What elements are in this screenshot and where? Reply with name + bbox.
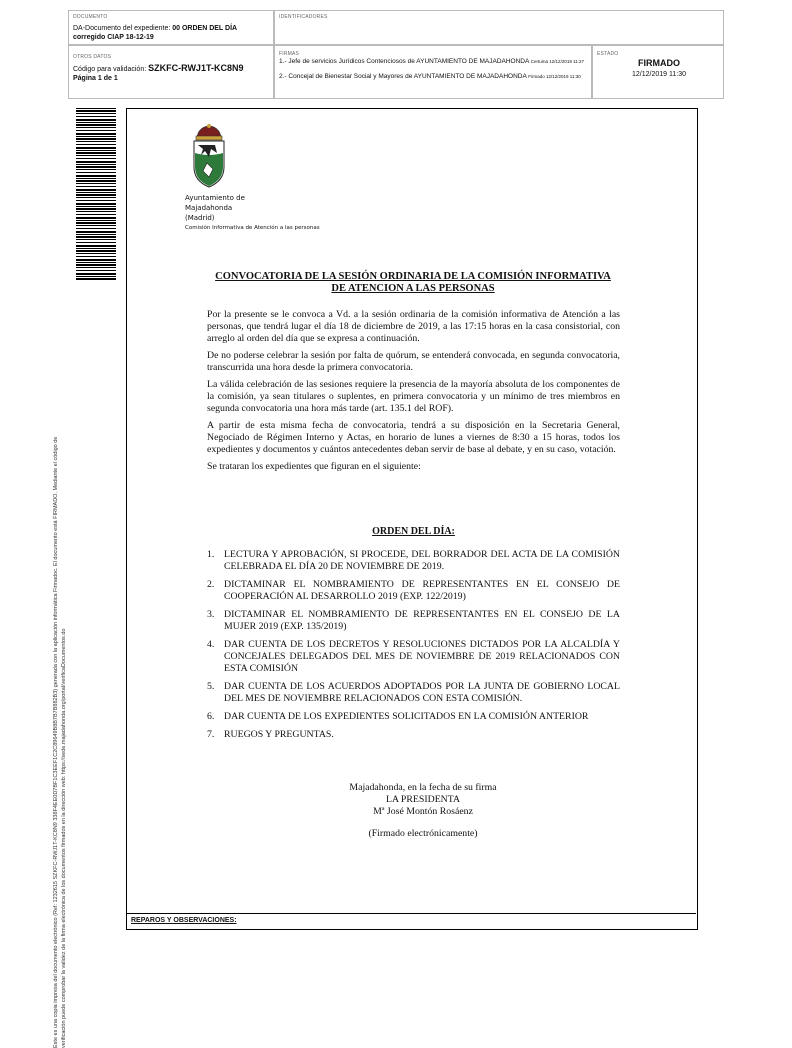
side-text-line2: verificación puede comprobar la validez de la firma electrónica de los documentos firmados en la dirección web: https://sede.majadahonda.org/portal/verificaDocumentos.do bbox=[61, 628, 67, 1048]
agenda-item bbox=[207, 609, 620, 633]
item-number: 1. bbox=[207, 549, 215, 560]
agenda-list bbox=[207, 549, 620, 747]
barcode bbox=[76, 108, 116, 280]
orden-heading: ORDEN DEL DÍA: bbox=[372, 526, 455, 537]
paragraph: La válida celebración de las sesiones requiere la presencia de la mayoría absoluta de los componentes de la comisión, ya sean titulares o suplentes, en primera convocatoria y un mínimo de tres miembros en segunda convocatoria una hora más tarde (art. 135.1 del ROF). bbox=[207, 379, 620, 414]
estado-value: FIRMADO bbox=[638, 58, 680, 68]
paragraph: Por la presente se le convoca a Vd. a la sesión ordinaria de la comisión informativa de Atención a las personas, que tendrá lugar el día 18 de diciembre de 2019, a las 17:15 horas en la casa consistorial, con arreglo al orden del día que se expresa a continuación. bbox=[207, 309, 620, 344]
otros-label: OTROS DATOS bbox=[73, 54, 112, 60]
firma-2-text: 2.- Concejal de Bienestar Social y Mayores de AYUNTAMIENTO DE MAJADAHONDA bbox=[279, 73, 527, 80]
paragraph: De no poderse celebrar la sesión por falta de quórum, se entenderá convocada, en segunda convocatoria, transcurrida una hora desde la primera convocatoria. bbox=[207, 350, 620, 373]
item-text: RUEGOS Y PREGUNTAS. bbox=[224, 729, 334, 740]
header-document-box bbox=[68, 10, 274, 45]
title-line2: DE ATENCION A LAS PERSONAS bbox=[331, 283, 495, 294]
signature-place-date: Majadahonda, en la fecha de su firma bbox=[349, 782, 497, 793]
agenda-item bbox=[207, 639, 620, 675]
codigo-validacion bbox=[73, 64, 243, 74]
pagina: Página 1 de 1 bbox=[73, 75, 118, 82]
doc-title-bold: 00 ORDEN DEL DÍA bbox=[172, 25, 238, 32]
signature-note: (Firmado electrónicamente) bbox=[368, 828, 478, 839]
letterhead-line3: (Madrid) bbox=[185, 214, 215, 222]
letterhead-line4: Comisión Informativa de Atención a las personas bbox=[185, 225, 320, 231]
document-page bbox=[126, 108, 698, 930]
item-text: DICTAMINAR EL NOMBRAMIENTO DE REPRESENTANTES EN EL CONSEJO DE COOPERACIÓN AL DESARROLLO 2019 (EXP. 122/2019) bbox=[224, 579, 620, 602]
firma-1-date: Certuma 12/12/2019 11:27 bbox=[530, 59, 585, 64]
codigo-value: SZKFC-RWJ1T-KC8N9 bbox=[148, 63, 244, 73]
agenda-item bbox=[207, 729, 620, 741]
letterhead bbox=[185, 193, 320, 233]
signature-name: Mª José Montón Rosáenz bbox=[373, 806, 473, 817]
letterhead-line2: Majadahonda bbox=[185, 204, 233, 212]
item-number: 6. bbox=[207, 711, 215, 722]
estado-label: ESTADO bbox=[597, 51, 619, 57]
signature-role: LA PRESIDENTA bbox=[385, 794, 461, 805]
title-line1: CONVOCATORIA DE LA SESIÓN ORDINARIA DE LA COMISIÓN INFORMATIVA bbox=[215, 271, 611, 282]
doc-title bbox=[73, 24, 273, 42]
letterhead-line1: Ayuntamiento de bbox=[185, 194, 245, 202]
item-number: 4. bbox=[207, 639, 215, 650]
header-firmas-box bbox=[274, 45, 592, 99]
item-number: 2. bbox=[207, 579, 215, 590]
side-verification-text bbox=[52, 228, 68, 1048]
agenda-item bbox=[207, 549, 620, 573]
side-text-line1: Este es una copia impresa del documento electrónico (Ref: 1232615 SZKFC-RWJ1T-KC8N9 338F4EE0D7BF1C3EEF1C2C89649B8B7B7B882B3) generada con la aplicación informática Firmadoc. El documento está FIRMADO. Mediante el código de bbox=[53, 436, 59, 1048]
header-estado-box bbox=[592, 45, 724, 99]
doc-title-line2: corregido CIAP 18-12-19 bbox=[73, 34, 154, 41]
firma-1-text: 1.- Jefe de servicios Jurídicos Contenciosos de AYUNTAMIENTO DE MAJADAHONDA bbox=[279, 58, 529, 65]
doc-label: DOCUMENTO bbox=[73, 14, 108, 20]
paragraph: A partir de esta misma fecha de convocatoria, tendrá a su disposición en la Secretaria General, Negociado de Régimen Interno y Actas, en horario de lunes a viernes de 8:30 a 15 horas, todos los expedientes y documentos y cuántos antecedentes deban servir de base al debate, y en su caso, votación. bbox=[207, 420, 620, 455]
agenda-item bbox=[207, 681, 620, 705]
firma-1 bbox=[279, 58, 591, 66]
header-identificadores-box bbox=[274, 10, 724, 45]
codigo-label: Código para validación: bbox=[73, 66, 149, 73]
firma-2-date: Firmado 12/12/2019 11:30 bbox=[528, 74, 581, 79]
document-title bbox=[203, 271, 623, 295]
reparos-section: REPAROS Y OBSERVACIONES: bbox=[127, 913, 696, 929]
signature-block bbox=[303, 782, 543, 840]
agenda-item bbox=[207, 579, 620, 603]
item-number: 7. bbox=[207, 729, 215, 740]
item-text: DAR CUENTA DE LOS DECRETOS Y RESOLUCIONES DICTADOS POR LA ALCALDÍA Y CONCEJALES DELEGADOS DEL MES DE NOVIEMBRE DE 2019 RELACIONADOS CON ESTA COMISIÓN bbox=[224, 639, 620, 674]
firma-2 bbox=[279, 73, 591, 81]
paragraph: Se trataran los expedientes que figuran en el siguiente: bbox=[207, 461, 421, 472]
firmas-label: FIRMAS bbox=[279, 51, 300, 57]
body-text bbox=[207, 309, 620, 478]
item-number: 5. bbox=[207, 681, 215, 692]
coat-of-arms-icon bbox=[189, 123, 229, 195]
item-text: DAR CUENTA DE LOS ACUERDOS ADOPTADOS POR LA JUNTA DE GOBIERNO LOCAL DEL MES DE NOVIEMBRE RELACIONADOS CON ESTA COMISIÓN. bbox=[224, 681, 620, 704]
item-text: DAR CUENTA DE LOS EXPEDIENTES SOLICITADOS EN LA COMISIÓN ANTERIOR bbox=[224, 711, 589, 722]
item-number: 3. bbox=[207, 609, 215, 620]
ident-label: IDENTIFICADORES bbox=[279, 14, 328, 20]
doc-title-text: DA-Documento del expediente: bbox=[73, 25, 173, 32]
item-text: LECTURA Y APROBACIÓN, SI PROCEDE, DEL BORRADOR DEL ACTA DE LA COMISIÓN CELEBRADA EL DÍA 20 DE NOVIEMBRE DE 2019. bbox=[224, 549, 620, 572]
estado-date: 12/12/2019 11:30 bbox=[632, 71, 686, 78]
header-otros-box bbox=[68, 45, 274, 99]
item-text: DICTAMINAR EL NOMBRAMIENTO DE REPRESENTANTES EN EL CONSEJO DE LA MUJER 2019 (EXP. 135/2019) bbox=[224, 609, 620, 632]
agenda-item bbox=[207, 711, 620, 723]
